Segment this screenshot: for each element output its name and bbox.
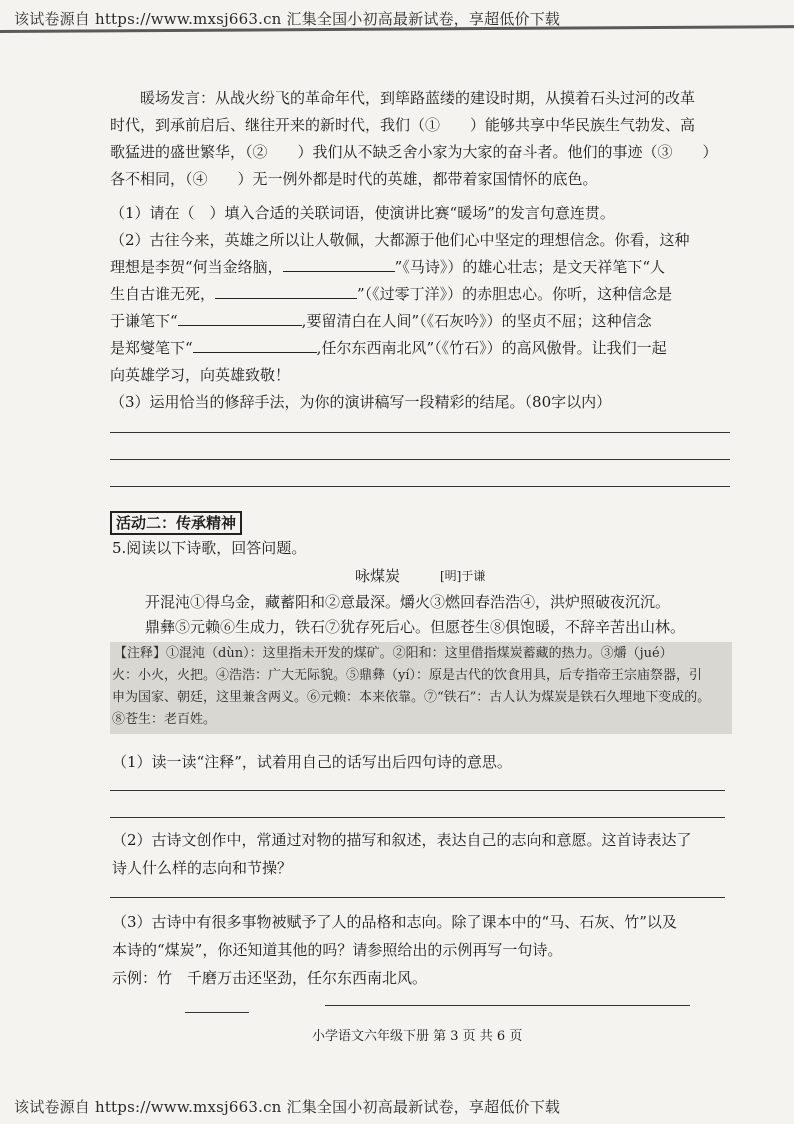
answer-line[interactable] bbox=[110, 459, 730, 460]
section-heading: 活动二：传承精神 bbox=[110, 511, 242, 535]
watermark-top: 该试卷源自 https://www.mxsj663.cn 汇集全国小初高最新试卷，享超低价下载 bbox=[14, 10, 561, 28]
question-2-line-3 bbox=[110, 284, 672, 304]
question-2-line-6: 向英雄学习，向英雄致敬！ bbox=[110, 366, 291, 384]
sub-question-1: （1）读一读“注释”，试着用自己的话写出后四句诗的意思。 bbox=[112, 753, 512, 771]
question-2-line-5 bbox=[110, 338, 667, 358]
speech-line-1: 暖场发言：从战火纷飞的革命年代，到筚路蓝缕的建设时期，从摸着石头过河的改革 bbox=[140, 89, 696, 107]
poem-line-2: 鼎彝⑤元赖⑥生成力，铁石⑦犹存死后心。但愿苍生⑧俱饱暖，不辞辛苦出山林。 bbox=[145, 618, 686, 636]
answer-line[interactable] bbox=[110, 897, 725, 898]
question-2-line-2 bbox=[110, 257, 665, 277]
question-2-line-1: （2）古往今来，英雄之所以让人敬佩，大都源于他们心中坚定的理想信念。你看，这种 bbox=[110, 231, 690, 249]
page-footer: 小学语文六年级下册 第 3 页 共 6 页 bbox=[312, 1029, 523, 1044]
fill-blank-4[interactable] bbox=[193, 338, 317, 353]
answer-line[interactable] bbox=[110, 790, 725, 791]
example-line: 示例：竹 千磨万击还坚劲，任尔东西南北风。 bbox=[112, 969, 428, 987]
question-2-line-4 bbox=[110, 311, 652, 331]
question-5-title: 5.阅读以下诗歌，回答问题。 bbox=[112, 539, 307, 557]
poem-title: 咏煤炭 bbox=[355, 567, 401, 585]
fill-blank-1[interactable] bbox=[283, 257, 395, 272]
q2-text-a: 于谦笔下“ bbox=[110, 312, 178, 330]
answer-line[interactable] bbox=[325, 1005, 690, 1006]
speech-line-2: 时代，到承前启后、继往开来的新时代，我们（① ）能够共享中华民族生气勃发、高 bbox=[110, 116, 696, 134]
watermark-bottom: 该试卷源自 https://www.mxsj663.cn 汇集全国小初高最新试卷，享超低价下载 bbox=[14, 1098, 561, 1116]
annotation-line-3: 申为国家、朝廷，这里兼含两义。⑥元赖：本来依靠。⑦“铁石”：古人认为煤炭是铁石久埋地下变成的。 bbox=[112, 690, 711, 705]
speech-line-3: 歌猛进的盛世繁华，（② ）我们从不缺乏舍小家为大家的奋斗者。他们的事迹（③ ） bbox=[110, 143, 718, 161]
annotation-line-4: ⑧苍生：老百姓。 bbox=[112, 712, 217, 727]
answer-line[interactable] bbox=[110, 486, 730, 487]
fill-blank-2[interactable] bbox=[215, 284, 357, 299]
fill-blank-3[interactable] bbox=[178, 311, 302, 326]
question-1: （1）请在（ ）填入合适的关联词语，使演讲比赛“暖场”的发言句意连贯。 bbox=[110, 204, 615, 222]
answer-line[interactable] bbox=[185, 1012, 249, 1013]
q2-text-b: ,任尔东西南北风”（《竹石》）的高风傲骨。让我们一起 bbox=[316, 339, 667, 357]
q2-text-a: 是郑燮笔下“ bbox=[110, 339, 193, 357]
sub-question-2-line-2: 诗人什么样的志向和节操？ bbox=[112, 859, 293, 877]
sub-question-2-line-1: （2）古诗文创作中，常通过对物的描写和叙述，表达自己的志向和意愿。这首诗表达了 bbox=[112, 831, 692, 849]
speech-line-4: 各不相同，（④ ）无一例外都是时代的英雄，都带着家国情怀的底色。 bbox=[110, 170, 598, 188]
sub-question-3-line-2: 本诗的“煤炭”，你还知道其他的吗？请参照给出的示例再写一句诗。 bbox=[112, 941, 563, 959]
question-3: （3）运用恰当的修辞手法，为你的演讲稿写一段精彩的结尾。（80字以内） bbox=[110, 393, 612, 411]
q2-text-b: ,要留清白在人间”（《石灰吟》）的坚贞不屈；这种信念 bbox=[301, 312, 652, 330]
poem-line-1: 开混沌①得乌金，藏蓄阳和②意最深。爝火③燃回春浩浩④，洪炉照破夜沉沉。 bbox=[145, 593, 671, 611]
annotation-line-2: 火：小火，火把。④浩浩：广大无际貌。⑤鼎彝（yí）：原是古代的饮食用具，后专指帝王宗庙祭器，引 bbox=[112, 668, 703, 683]
sub-question-3-line-1: （3）古诗中有很多事物被赋予了人的品格和志向。除了课本中的“马、石灰、竹”以及 bbox=[112, 913, 677, 931]
q2-text-a: 生自古谁无死， bbox=[110, 285, 216, 303]
annotation-line-1: 【注释】①混沌（dùn）：这里指未开发的煤矿。②阳和：这里借指煤炭蓄藏的热力。③爝（jué） bbox=[114, 646, 673, 661]
q2-text-b: ”（《过零丁洋》）的赤胆忠心。你听，这种信念是 bbox=[357, 285, 673, 303]
answer-line[interactable] bbox=[110, 432, 730, 433]
q2-text-a: 理想是李贺“何当金络脑， bbox=[110, 258, 283, 276]
q2-text-b: ”《马诗》）的雄心壮志；是文天祥笔下“人 bbox=[394, 258, 666, 276]
answer-line[interactable] bbox=[110, 817, 725, 818]
poem-author: [明]于谦 bbox=[440, 569, 486, 583]
